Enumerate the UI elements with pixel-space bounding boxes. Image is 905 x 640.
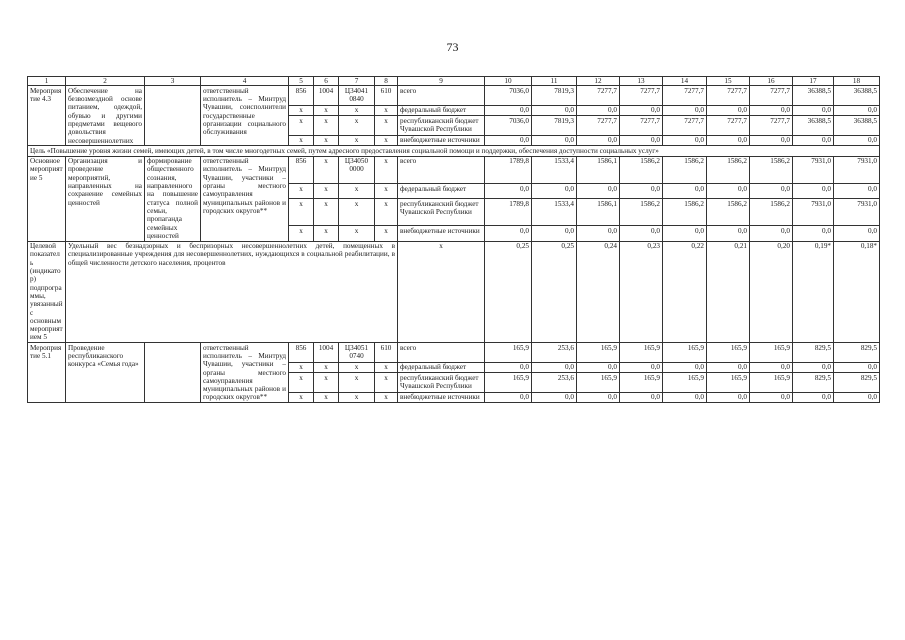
- amount-cell: 7277,7: [577, 116, 620, 135]
- amount-cell: 0,0: [532, 105, 577, 116]
- amount-cell: 0,0: [793, 392, 834, 403]
- section-code: 1004: [314, 343, 339, 362]
- amount-cell: 7036,0: [485, 86, 532, 105]
- amount-cell: 1586,2: [663, 156, 707, 183]
- amount-cell: 0,0: [793, 184, 834, 199]
- amount-cell: 0,0: [707, 226, 750, 241]
- target-article-code: x: [339, 226, 375, 241]
- funding-source: республиканский бюджет Чувашской Республики: [398, 373, 485, 392]
- amount-cell: 7819,3: [532, 116, 577, 135]
- target-article-code: x: [339, 362, 375, 373]
- amount-cell: 36388,5: [793, 86, 834, 105]
- target-article-code: x: [339, 373, 375, 392]
- column-number-cell: 12: [577, 77, 620, 86]
- amount-cell: 253,6: [532, 373, 577, 392]
- expense-type-code: x: [375, 105, 398, 116]
- indicator-row: [28, 241, 880, 343]
- amount-cell: 7931,0: [834, 156, 880, 183]
- budget-row: [28, 156, 880, 183]
- amount-cell: 165,9: [663, 343, 707, 362]
- measure-name: Обеспечение на безвозмездной основе питанием, одеждой, обувью и другими предметами вещевого довольствия несовершеннолетних: [66, 86, 145, 146]
- amount-cell: 0,0: [793, 362, 834, 373]
- funding-source: внебюджетные источники: [398, 392, 485, 403]
- expense-type-code: x: [375, 199, 398, 226]
- amount-cell: 7036,0: [485, 116, 532, 135]
- column-number-cell: 17: [793, 77, 834, 86]
- grbs-code: x: [289, 135, 314, 146]
- target-article-code: x: [339, 116, 375, 135]
- column-number-cell: 6: [314, 77, 339, 86]
- funding-source: внебюджетные источники: [398, 135, 485, 146]
- amount-cell: 0,0: [620, 226, 663, 241]
- column-number-cell: 13: [620, 77, 663, 86]
- amount-cell: 36388,5: [793, 116, 834, 135]
- expense-type-code: 610: [375, 343, 398, 362]
- section-code: 1004: [314, 86, 339, 105]
- amount-cell: 1789,8: [485, 199, 532, 226]
- grbs-code: 856: [289, 343, 314, 362]
- measure-name: Проведение республиканского конкурса «Семья года»: [66, 343, 145, 403]
- target-article-code: x: [339, 184, 375, 199]
- amount-cell: 7277,7: [663, 116, 707, 135]
- amount-cell: 165,9: [485, 343, 532, 362]
- section-code: x: [314, 116, 339, 135]
- funding-source: всего: [398, 156, 485, 183]
- indicator-value: 0,25: [485, 241, 532, 343]
- measure-executor: ответственный исполнитель – Минтруд Чувашии, соисполнители государственные организации социального обслуживания: [201, 86, 289, 146]
- amount-cell: 829,5: [793, 343, 834, 362]
- amount-cell: 0,0: [485, 105, 532, 116]
- target-article-code: x: [339, 199, 375, 226]
- amount-cell: 0,0: [577, 135, 620, 146]
- amount-cell: 165,9: [577, 373, 620, 392]
- amount-cell: 0,0: [663, 184, 707, 199]
- amount-cell: 1789,8: [485, 156, 532, 183]
- funding-source: федеральный бюджет: [398, 105, 485, 116]
- expense-type-code: x: [375, 226, 398, 241]
- column-number-cell: 3: [145, 77, 201, 86]
- expense-type-code: x: [375, 156, 398, 183]
- target-article-code: x: [339, 392, 375, 403]
- indicator-value: 0,18*: [834, 241, 880, 343]
- amount-cell: 165,9: [620, 343, 663, 362]
- indicator-value: 0,22: [663, 241, 707, 343]
- column-number-cell: 7: [339, 77, 375, 86]
- grbs-code: x: [289, 105, 314, 116]
- amount-cell: 0,0: [834, 184, 880, 199]
- column-number-cell: 1: [28, 77, 66, 86]
- amount-cell: 165,9: [750, 343, 793, 362]
- amount-cell: 0,0: [793, 105, 834, 116]
- amount-cell: 165,9: [577, 343, 620, 362]
- section-code: x: [314, 392, 339, 403]
- measure-code: Мероприятие 4.3: [28, 86, 66, 146]
- amount-cell: 0,0: [707, 184, 750, 199]
- page-number: 73: [446, 40, 459, 54]
- amount-cell: 0,0: [750, 105, 793, 116]
- amount-cell: 1586,2: [620, 199, 663, 226]
- amount-cell: 165,9: [750, 373, 793, 392]
- funding-source: всего: [398, 86, 485, 105]
- target-article-code: Ц34051 0740: [339, 343, 375, 362]
- amount-cell: 1586,2: [707, 199, 750, 226]
- measure-executor: ответственный исполнитель – Минтруд Чувашии, участники – органы местного самоуправления муниципальных районов и городских округов**: [201, 156, 289, 241]
- amount-cell: 829,5: [834, 373, 880, 392]
- measure-executor: ответственный исполнитель – Минтруд Чувашии, участники – органы местного самоуправления муниципальных районов и городских округов**: [201, 343, 289, 403]
- amount-cell: 7931,0: [793, 156, 834, 183]
- budget-table: [27, 76, 880, 403]
- section-code: x: [314, 135, 339, 146]
- column-number-cell: 10: [485, 77, 532, 86]
- amount-cell: 0,0: [834, 135, 880, 146]
- indicator-value: 0,24: [577, 241, 620, 343]
- grbs-code: x: [289, 116, 314, 135]
- amount-cell: 1586,1: [577, 156, 620, 183]
- amount-cell: 0,0: [750, 362, 793, 373]
- indicator-value: 0,23: [620, 241, 663, 343]
- column-number-cell: 5: [289, 77, 314, 86]
- amount-cell: 7277,7: [663, 86, 707, 105]
- amount-cell: 0,0: [663, 226, 707, 241]
- grbs-code: x: [289, 184, 314, 199]
- funding-source: федеральный бюджет: [398, 362, 485, 373]
- amount-cell: 0,0: [663, 105, 707, 116]
- section-code: x: [314, 105, 339, 116]
- amount-cell: 1533,4: [532, 199, 577, 226]
- grbs-code: x: [289, 199, 314, 226]
- amount-cell: 0,0: [707, 135, 750, 146]
- column-number-cell: 9: [398, 77, 485, 86]
- amount-cell: 165,9: [485, 373, 532, 392]
- amount-cell: 0,0: [750, 135, 793, 146]
- indicator-text: Удельный вес безнадзорных и беспризорных несовершеннолетних детей, помещенных в специализированные учреждения для несовершеннолетних, нуждающихся в социальной реабилитации, в общей численности детского населения, процентов: [66, 241, 398, 343]
- amount-cell: 0,0: [793, 135, 834, 146]
- amount-cell: 0,0: [532, 362, 577, 373]
- amount-cell: 0,0: [834, 392, 880, 403]
- expense-type-code: x: [375, 135, 398, 146]
- section-code: x: [314, 156, 339, 183]
- amount-cell: 0,0: [532, 135, 577, 146]
- amount-cell: 0,0: [663, 392, 707, 403]
- amount-cell: 1586,2: [620, 156, 663, 183]
- amount-cell: 1586,2: [663, 199, 707, 226]
- expense-type-code: 610: [375, 86, 398, 105]
- amount-cell: 0,0: [485, 184, 532, 199]
- amount-cell: 0,0: [532, 392, 577, 403]
- budget-row: [28, 86, 880, 105]
- section-code: x: [314, 373, 339, 392]
- column-number-cell: 4: [201, 77, 289, 86]
- amount-cell: 165,9: [707, 373, 750, 392]
- amount-cell: 1533,4: [532, 156, 577, 183]
- amount-cell: 36388,5: [834, 86, 880, 105]
- column-number-cell: 11: [532, 77, 577, 86]
- budget-row: [28, 343, 880, 362]
- column-number-cell: 16: [750, 77, 793, 86]
- amount-cell: 0,0: [485, 135, 532, 146]
- grbs-code: x: [289, 392, 314, 403]
- column-number-row: [28, 77, 880, 86]
- funding-source: республиканский бюджет Чувашской Республики: [398, 116, 485, 135]
- amount-cell: 7277,7: [750, 116, 793, 135]
- amount-cell: 0,0: [620, 184, 663, 199]
- amount-cell: 1586,2: [750, 199, 793, 226]
- indicator-value: 0,21: [707, 241, 750, 343]
- expense-type-code: x: [375, 373, 398, 392]
- column-number-cell: 2: [66, 77, 145, 86]
- amount-cell: 0,0: [750, 184, 793, 199]
- amount-cell: 0,0: [620, 105, 663, 116]
- amount-cell: 0,0: [750, 226, 793, 241]
- amount-cell: 0,0: [663, 362, 707, 373]
- amount-cell: 0,0: [707, 392, 750, 403]
- amount-cell: 7277,7: [750, 86, 793, 105]
- column-number-cell: 18: [834, 77, 880, 86]
- amount-cell: 165,9: [663, 373, 707, 392]
- section-code: x: [314, 226, 339, 241]
- amount-cell: 0,0: [485, 362, 532, 373]
- amount-cell: 0,0: [532, 226, 577, 241]
- grbs-code: x: [289, 362, 314, 373]
- amount-cell: 1586,2: [707, 156, 750, 183]
- amount-cell: 0,0: [620, 362, 663, 373]
- amount-cell: 0,0: [707, 362, 750, 373]
- amount-cell: 0,0: [485, 226, 532, 241]
- target-article-code: Ц34050 0000: [339, 156, 375, 183]
- grbs-code: 856: [289, 86, 314, 105]
- amount-cell: 0,0: [620, 135, 663, 146]
- grbs-code: x: [289, 226, 314, 241]
- indicator-label: Целевой показатель (индикатор) подпрограммы, увязанный с основным мероприятием 5: [28, 241, 66, 343]
- amount-cell: 829,5: [793, 373, 834, 392]
- amount-cell: 0,0: [532, 184, 577, 199]
- expense-type-code: x: [375, 116, 398, 135]
- amount-cell: 1586,1: [577, 199, 620, 226]
- column-number-cell: 8: [375, 77, 398, 86]
- funding-source: республиканский бюджет Чувашской Республики: [398, 199, 485, 226]
- grbs-code: 856: [289, 156, 314, 183]
- amount-cell: 0,0: [750, 392, 793, 403]
- measure-code: Основное мероприятие 5: [28, 156, 66, 241]
- amount-cell: 165,9: [620, 373, 663, 392]
- target-article-code: Ц34041 0840: [339, 86, 375, 105]
- measure-code: Мероприятие 5.1: [28, 343, 66, 403]
- goal-row: [28, 146, 880, 156]
- expense-type-code: x: [375, 362, 398, 373]
- amount-cell: 0,0: [620, 392, 663, 403]
- goal-text: Цель «Повышение уровня жизни семей, имеющих детей, в том числе многодетных семей, путем адресного предоставления социальной помощи и поддержки, обеспечения доступности социальных услуг»: [28, 146, 880, 156]
- amount-cell: 7277,7: [707, 116, 750, 135]
- amount-cell: 0,0: [834, 105, 880, 116]
- section-code: x: [314, 362, 339, 373]
- amount-cell: 165,9: [707, 343, 750, 362]
- expense-type-code: x: [375, 184, 398, 199]
- amount-cell: 7931,0: [834, 199, 880, 226]
- target-article-code: x: [339, 135, 375, 146]
- measure-name: Организация и проведение мероприятий, направленных на сохранение семейных ценностей: [66, 156, 145, 241]
- indicator-value: 0,25: [532, 241, 577, 343]
- amount-cell: 0,0: [577, 105, 620, 116]
- section-code: x: [314, 184, 339, 199]
- amount-cell: 0,0: [663, 135, 707, 146]
- amount-cell: 0,0: [834, 362, 880, 373]
- amount-cell: 7931,0: [793, 199, 834, 226]
- measure-goal: [145, 343, 201, 403]
- amount-cell: 0,0: [793, 226, 834, 241]
- target-article-code: x: [339, 105, 375, 116]
- amount-cell: 7277,7: [577, 86, 620, 105]
- expense-type-code: x: [375, 392, 398, 403]
- measure-goal: [145, 86, 201, 146]
- amount-cell: 7277,7: [620, 116, 663, 135]
- amount-cell: 7277,7: [620, 86, 663, 105]
- grbs-code: x: [289, 373, 314, 392]
- amount-cell: 0,0: [485, 392, 532, 403]
- amount-cell: 0,0: [834, 226, 880, 241]
- measure-goal: формирование общественного сознания, направленного на повышение статуса полной семьи, пропаганда семейных ценностей: [145, 156, 201, 241]
- amount-cell: 7819,3: [532, 86, 577, 105]
- amount-cell: 253,6: [532, 343, 577, 362]
- amount-cell: 0,0: [577, 226, 620, 241]
- amount-cell: 0,0: [577, 392, 620, 403]
- funding-source: внебюджетные источники: [398, 226, 485, 241]
- amount-cell: 0,0: [577, 184, 620, 199]
- amount-cell: 0,0: [577, 362, 620, 373]
- funding-source: федеральный бюджет: [398, 184, 485, 199]
- funding-source: всего: [398, 343, 485, 362]
- indicator-source: x: [398, 241, 485, 343]
- column-number-cell: 15: [707, 77, 750, 86]
- column-number-cell: 14: [663, 77, 707, 86]
- section-code: x: [314, 199, 339, 226]
- indicator-value: 0,20: [750, 241, 793, 343]
- indicator-value: 0,19*: [793, 241, 834, 343]
- amount-cell: 1586,2: [750, 156, 793, 183]
- amount-cell: 0,0: [707, 105, 750, 116]
- amount-cell: 36388,5: [834, 116, 880, 135]
- amount-cell: 829,5: [834, 343, 880, 362]
- amount-cell: 7277,7: [707, 86, 750, 105]
